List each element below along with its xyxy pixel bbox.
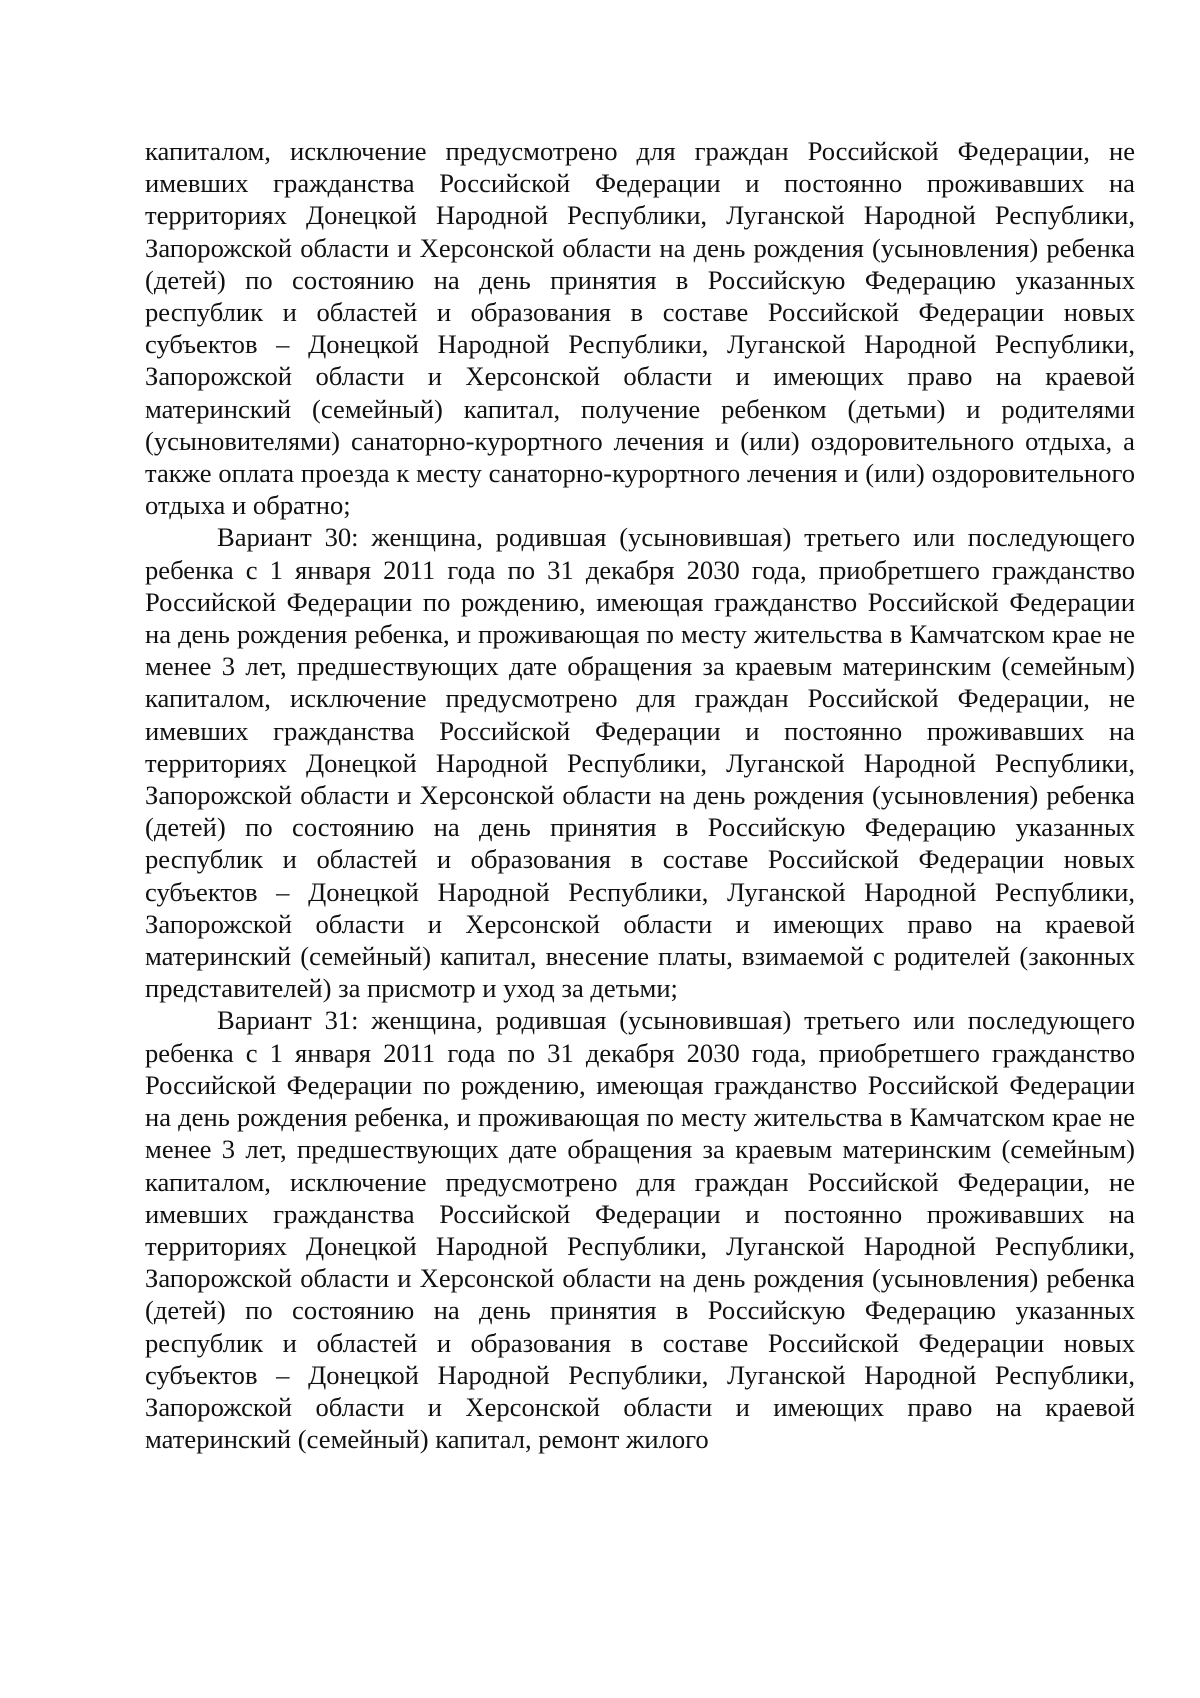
paragraph-continuation: капиталом, исключение предусмотрено для граждан Российской Федерации, не имевших гражданства Российской Федерации и постоянно проживавших на территориях Донецкой Народной Республики, Луганской Народной Республики, Запорожской области и Херсонской области на день рождения (усыновления) ребенка (детей) по состоянию на день принятия в Российскую Федерацию указанных республик и областей и образования в составе Российской Федерации новых субъектов – Донецкой Народной Республики, Луганской Народной Республики, Запорожской области и Херсонской области и имеющих право на краевой материнский (семейный) капитал, получение ребенком (детьми) и родителями (усыновителями) санаторно-курортного лечения и (или) оздоровительного отдыха, а также оплата проезда к месту санаторно-курортного лечения и (или) оздоровительного отдыха и обратно; xyxy=(145,136,1135,521)
paragraph-variant-31: Вариант 31: женщина, родившая (усыновившая) третьего или последующего ребенка с 1 января 2011 года по 31 декабря 2030 года, приобретшего гражданство Российской Федерации по рождению, имеющая гражданство Российской Федерации на день рождения ребенка, и проживающая по месту жительства в Камчатском крае не менее 3 лет, предшествующих дате обращения за краевым материнским (семейным) капиталом, исключение предусмотрено для граждан Российской Федерации, не имевших гражданства Российской Федерации и постоянно проживавших на территориях Донецкой Народной Республики, Луганской Народной Республики, Запорожской области и Херсонской области на день рождения (усыновления) ребенка (детей) по состоянию на день принятия в Российскую Федерацию указанных республик и областей и образования в составе Российской Федерации новых субъектов – Донецкой Народной Республики, Луганской Народной Республики, Запорожской области и Херсонской области и имеющих право на краевой материнский (семейный) капитал, ремонт жилого xyxy=(145,1005,1135,1455)
paragraph-variant-30: Вариант 30: женщина, родившая (усыновившая) третьего или последующего ребенка с 1 января 2011 года по 31 декабря 2030 года, приобретшего гражданство Российской Федерации по рождению, имеющая гражданство Российской Федерации на день рождения ребенка, и проживающая по месту жительства в Камчатском крае не менее 3 лет, предшествующих дате обращения за краевым материнским (семейным) капиталом, исключение предусмотрено для граждан Российской Федерации, не имевших гражданства Российской Федерации и постоянно проживавших на территориях Донецкой Народной Республики, Луганской Народной Республики, Запорожской области и Херсонской области на день рождения (усыновления) ребенка (детей) по состоянию на день принятия в Российскую Федерацию указанных республик и областей и образования в составе Российской Федерации новых субъектов – Донецкой Народной Республики, Луганской Народной Республики, Запорожской области и Херсонской области и имеющих право на краевой материнский (семейный) капитал, внесение платы, взимаемой с родителей (законных представителей) за присмотр и уход за детьми; xyxy=(145,522,1135,1004)
document-page xyxy=(145,135,1135,1455)
